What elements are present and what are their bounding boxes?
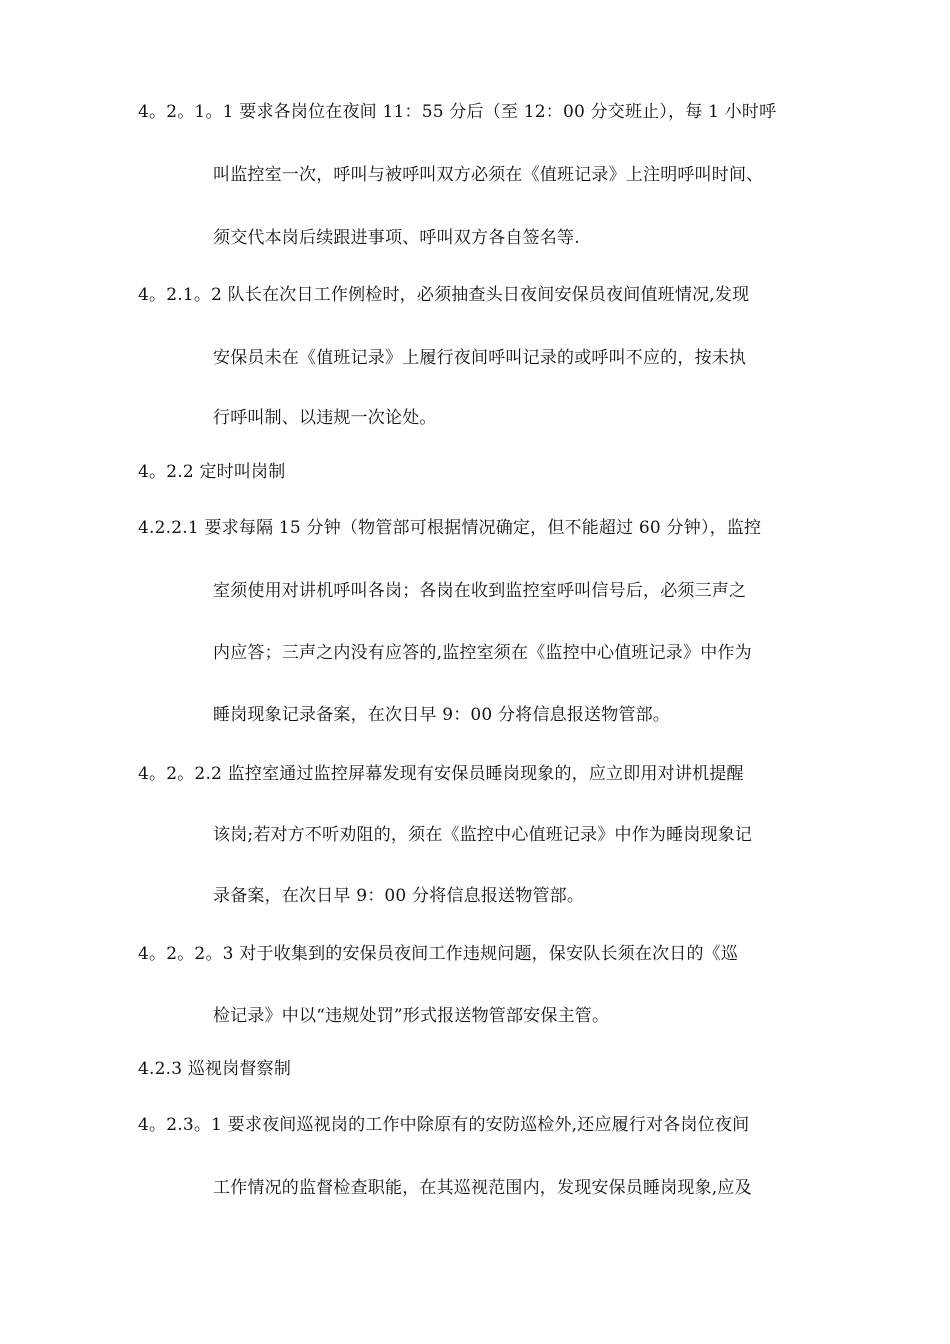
line-4-2-2-3-start: 4。2。2。3 对于收集到的安保员夜间工作违规问题，保安队长须在次日的《巡 [138,944,739,964]
line-4-2-2-1-start: 4.2.2.1 要求每隔 15 分钟（物管部可根据情况确定，但不能超过 60 分钟），监控 [138,518,762,538]
line-continuation: 工作情况的监督检查职能，在其巡视范围内，发现安保员睡岗现象,应及 [213,1178,752,1198]
line-continuation: 须交代本岗后续跟进事项、呼叫双方各自签名等. [213,228,580,248]
line-continuation: 内应答；三声之内没有应答的,监控室须在《监控中心值班记录》中作为 [213,643,752,663]
section-heading-4-2-2: 4。2.2 定时叫岗制 [138,462,286,482]
line-4-2-3-1-start: 4。2.3。1 要求夜间巡视岗的工作中除原有的安防巡检外,还应履行对各岗位夜间 [138,1115,750,1135]
line-continuation: 该岗;若对方不听劝阻的，须在《监控中心值班记录》中作为睡岗现象记 [213,825,753,845]
line-continuation: 检记录》中以“违规处罚”形式报送物管部安保主管。 [213,1006,610,1026]
line-continuation: 室须使用对讲机呼叫各岗；各岗在收到监控室呼叫信号后，必须三声之 [213,581,747,601]
line-continuation: 安保员未在《值班记录》上履行夜间呼叫记录的或呼叫不应的，按未执 [213,348,747,368]
line-4-2-2-2-start: 4。2。2.2 监控室通过监控屏幕发现有安保员睡岗现象的，应立即用对讲机提醒 [138,764,744,784]
line-continuation: 睡岗现象记录备案，在次日早 9：00 分将信息报送物管部。 [213,705,671,725]
line-4-2-1-1-start: 4。2。1。1 要求各岗位在夜间 11：55 分后（至 12：00 分交班止），每 1 小时呼 [138,102,777,122]
line-continuation: 行呼叫制、以违规一次论处。 [213,408,437,428]
line-continuation: 叫监控室一次，呼叫与被呼叫双方必须在《值班记录》上注明呼叫时间、 [213,165,764,185]
line-4-2-1-2-start: 4。2.1。2 队长在次日工作例检时，必须抽查头日夜间安保员夜间值班情况,发现 [138,285,750,305]
line-continuation: 录备案，在次日早 9：00 分将信息报送物管部。 [213,886,585,906]
section-heading-4-2-3: 4.2.3 巡视岗督察制 [138,1059,292,1079]
